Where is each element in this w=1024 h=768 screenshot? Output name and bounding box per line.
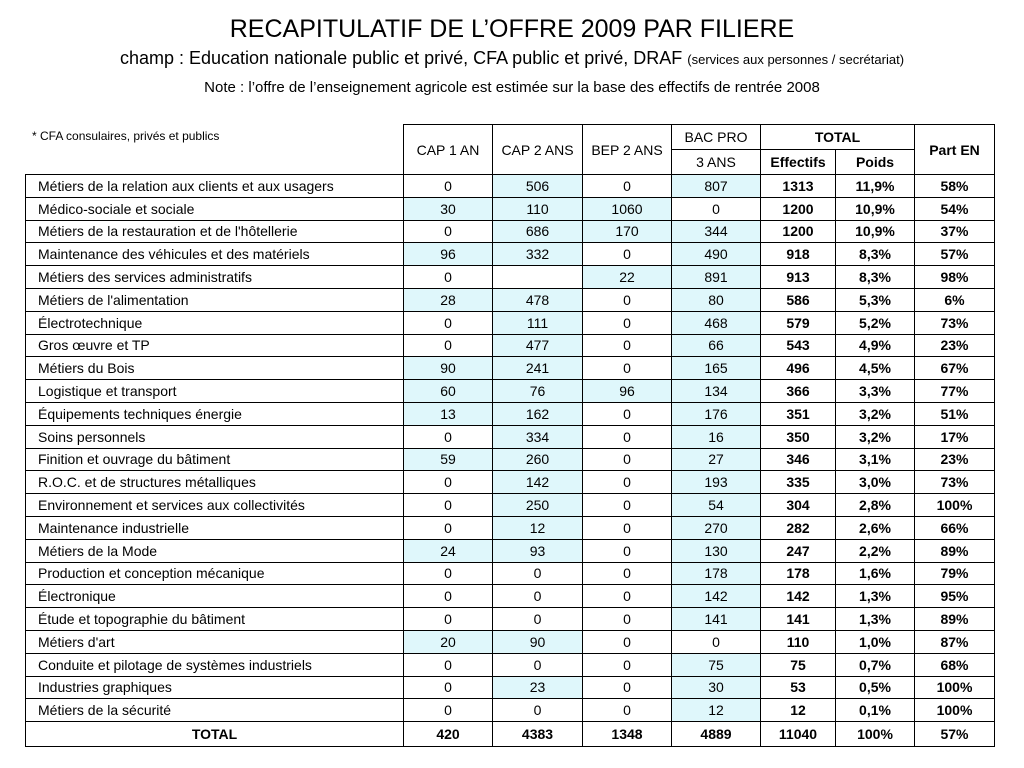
cell-bacpro: 344 [672,220,761,243]
cell-poids: 5,2% [836,311,915,334]
cell-part: 68% [915,653,995,676]
cell-poids: 1,3% [836,608,915,631]
row-label: Industries graphiques [26,676,404,699]
row-label: Électronique [26,585,404,608]
cell-poids: 1,6% [836,562,915,585]
cell-cap1: 0 [404,494,493,517]
cell-part: 57% [915,243,995,266]
table-row [26,380,995,403]
row-label: Étude et topographie du bâtiment [26,608,404,631]
cell-part: 37% [915,220,995,243]
row-label: Logistique et transport [26,380,404,403]
cell-cap1: 0 [404,220,493,243]
row-label: R.O.C. et de structures métalliques [26,471,404,494]
cell-bacpro: 27 [672,448,761,471]
cell-bep2: 0 [583,334,672,357]
total-cap1: 420 [404,722,493,747]
row-label: Métiers de la restauration et de l'hôtellerie [26,220,404,243]
cell-bacpro: 141 [672,608,761,631]
cell-poids: 10,9% [836,220,915,243]
cell-bacpro: 66 [672,334,761,357]
cell-part: 6% [915,288,995,311]
cell-cap2: 0 [493,562,583,585]
total-bacpro: 4889 [672,722,761,747]
cell-cap2: 506 [493,175,583,198]
cell-cap1: 0 [404,516,493,539]
cell-bacpro: 270 [672,516,761,539]
row-label: Électrotechnique [26,311,404,334]
cell-bep2: 0 [583,539,672,562]
row-label: Métiers des services administratifs [26,266,404,289]
cell-bep2: 0 [583,311,672,334]
cell-effectifs: 335 [761,471,836,494]
cell-effectifs: 496 [761,357,836,380]
cell-poids: 8,3% [836,243,915,266]
total-part: 57% [915,722,995,747]
table-row [26,585,995,608]
cell-part: 54% [915,197,995,220]
cell-poids: 3,2% [836,425,915,448]
table-body [26,175,995,722]
cell-effectifs: 579 [761,311,836,334]
cell-bep2: 0 [583,448,672,471]
cell-cap2: 478 [493,288,583,311]
cell-part: 87% [915,630,995,653]
cell-cap1: 0 [404,175,493,198]
cell-part: 73% [915,311,995,334]
cell-cap2: 76 [493,380,583,403]
table-row [26,220,995,243]
total-effectifs: 11040 [761,722,836,747]
cell-cap2: 250 [493,494,583,517]
total-poids: 100% [836,722,915,747]
cell-cap1: 0 [404,266,493,289]
cell-bep2: 0 [583,653,672,676]
cell-cap2: 260 [493,448,583,471]
cell-cap1: 28 [404,288,493,311]
cell-bacpro: 178 [672,562,761,585]
cell-bacpro: 134 [672,380,761,403]
row-label: Métiers du Bois [26,357,404,380]
cell-bep2: 0 [583,585,672,608]
cell-bacpro: 16 [672,425,761,448]
table-row [26,425,995,448]
table-row [26,471,995,494]
cell-effectifs: 53 [761,676,836,699]
table-row [26,562,995,585]
cell-bacpro: 165 [672,357,761,380]
cell-bacpro: 0 [672,630,761,653]
row-label: Conduite et pilotage de systèmes industriels [26,653,404,676]
cell-poids: 2,6% [836,516,915,539]
table-row [26,334,995,357]
cell-cap2: 162 [493,402,583,425]
cell-cap1: 0 [404,608,493,631]
row-label: Production et conception mécanique [26,562,404,585]
cell-cap1: 96 [404,243,493,266]
cell-cap2: 0 [493,699,583,722]
cell-poids: 3,0% [836,471,915,494]
header-total: TOTAL [761,125,915,150]
cell-cap1: 60 [404,380,493,403]
header-bacpro-line1: BAC PRO [672,125,761,150]
cell-part: 73% [915,471,995,494]
row-label: Finition et ouvrage du bâtiment [26,448,404,471]
cell-cap2: 332 [493,243,583,266]
cell-cap2: 90 [493,630,583,653]
cell-cap1: 90 [404,357,493,380]
cell-effectifs: 178 [761,562,836,585]
cell-bacpro: 12 [672,699,761,722]
cell-bep2: 0 [583,494,672,517]
cell-bep2: 0 [583,699,672,722]
cell-effectifs: 282 [761,516,836,539]
table-row [26,266,995,289]
cell-bep2: 0 [583,288,672,311]
cell-part: 98% [915,266,995,289]
cell-poids: 1,0% [836,630,915,653]
cell-bacpro: 468 [672,311,761,334]
row-label: Équipements techniques énergie [26,402,404,425]
cell-part: 17% [915,425,995,448]
cell-poids: 0,5% [836,676,915,699]
footnote: * CFA consulaires, privés et publics [32,129,220,143]
cell-bacpro: 490 [672,243,761,266]
cell-bep2: 1060 [583,197,672,220]
cell-cap2: 334 [493,425,583,448]
cell-bep2: 96 [583,380,672,403]
row-label: Médico-sociale et sociale [26,197,404,220]
table-row [26,630,995,653]
cell-effectifs: 1200 [761,197,836,220]
cell-cap1: 0 [404,585,493,608]
cell-cap1: 0 [404,699,493,722]
cell-poids: 4,5% [836,357,915,380]
cell-effectifs: 247 [761,539,836,562]
cell-poids: 2,8% [836,494,915,517]
cell-cap1: 0 [404,311,493,334]
subtitle-main: champ : Education nationale public et privé, CFA public et privé, DRAF [119,48,683,68]
table-row [26,676,995,699]
cell-effectifs: 142 [761,585,836,608]
cell-effectifs: 350 [761,425,836,448]
row-label: Soins personnels [26,425,404,448]
cell-effectifs: 1200 [761,220,836,243]
header-bep2: BEP 2 ANS [583,125,672,175]
cell-part: 89% [915,608,995,631]
cell-cap1: 20 [404,630,493,653]
cell-cap2: 686 [493,220,583,243]
cell-cap2: 477 [493,334,583,357]
cell-part: 51% [915,402,995,425]
cell-bep2: 0 [583,357,672,380]
cell-poids: 1,3% [836,585,915,608]
row-label: Métiers de la Mode [26,539,404,562]
cell-effectifs: 351 [761,402,836,425]
cell-effectifs: 346 [761,448,836,471]
cell-bacpro: 193 [672,471,761,494]
row-label: Gros œuvre et TP [26,334,404,357]
header-cap2: CAP 2 ANS [493,125,583,175]
cell-bacpro: 891 [672,266,761,289]
cell-bacpro: 75 [672,653,761,676]
table-row [26,516,995,539]
cell-poids: 10,9% [836,197,915,220]
cell-cap1: 0 [404,471,493,494]
cell-cap1: 24 [404,539,493,562]
page-title: RECAPITULATIF DE L’OFFRE 2009 PAR FILIERE [229,15,795,43]
row-label: Environnement et services aux collectivités [26,494,404,517]
cell-part: 100% [915,676,995,699]
cell-bep2: 0 [583,243,672,266]
cell-bacpro: 176 [672,402,761,425]
cell-poids: 0,1% [836,699,915,722]
cell-cap1: 0 [404,653,493,676]
table-row [26,402,995,425]
header-bacpro-line2: 3 ANS [672,150,761,175]
cell-cap1: 13 [404,402,493,425]
cell-effectifs: 543 [761,334,836,357]
table-row [26,288,995,311]
cell-effectifs: 913 [761,266,836,289]
cell-bep2: 0 [583,608,672,631]
cell-bacpro: 80 [672,288,761,311]
cell-cap2: 241 [493,357,583,380]
cell-part: 95% [915,585,995,608]
cell-bep2: 0 [583,402,672,425]
cell-effectifs: 918 [761,243,836,266]
cell-cap2: 0 [493,653,583,676]
cell-part: 89% [915,539,995,562]
cell-bep2: 0 [583,516,672,539]
cell-part: 23% [915,448,995,471]
cell-cap2: 111 [493,311,583,334]
cell-bacpro: 54 [672,494,761,517]
cell-poids: 3,3% [836,380,915,403]
cell-poids: 11,9% [836,175,915,198]
row-label: Métiers de la sécurité [26,699,404,722]
header-effectifs: Effectifs [761,150,836,175]
cell-cap2: 12 [493,516,583,539]
table-row [26,699,995,722]
cell-cap2: 0 [493,608,583,631]
table-row [26,448,995,471]
page-note: Note : l’offre de l’enseignement agricole est estimée sur la base des effectifs de rentrée 2008 [204,79,820,96]
cell-effectifs: 304 [761,494,836,517]
table-row [26,608,995,631]
cell-part: 100% [915,699,995,722]
cell-poids: 0,7% [836,653,915,676]
cell-bacpro: 142 [672,585,761,608]
offer-table [25,124,995,747]
header-cap1: CAP 1 AN [404,125,493,175]
cell-bacpro: 130 [672,539,761,562]
cell-effectifs: 75 [761,653,836,676]
cell-bep2: 0 [583,175,672,198]
table-row [26,357,995,380]
cell-effectifs: 366 [761,380,836,403]
table-row [26,311,995,334]
cell-cap2: 110 [493,197,583,220]
cell-poids: 4,9% [836,334,915,357]
header-part-en: Part EN [915,125,995,175]
cell-bacpro: 0 [672,197,761,220]
cell-cap2 [493,266,583,289]
cell-bep2: 0 [583,562,672,585]
total-label: TOTAL [26,722,404,747]
total-cap2: 4383 [493,722,583,747]
cell-cap1: 0 [404,425,493,448]
table-row [26,653,995,676]
cell-cap1: 59 [404,448,493,471]
cell-cap1: 0 [404,562,493,585]
cell-bacpro: 807 [672,175,761,198]
cell-effectifs: 110 [761,630,836,653]
cell-poids: 3,1% [836,448,915,471]
cell-poids: 8,3% [836,266,915,289]
cell-effectifs: 141 [761,608,836,631]
cell-bep2: 170 [583,220,672,243]
cell-bep2: 0 [583,630,672,653]
table-row [26,175,995,198]
subtitle-small: (services aux personnes / secrétariat) [687,52,905,67]
cell-poids: 3,2% [836,402,915,425]
cell-effectifs: 12 [761,699,836,722]
table-row [26,197,995,220]
cell-part: 58% [915,175,995,198]
cell-bep2: 0 [583,676,672,699]
page-subtitle [0,46,1024,72]
table-row [26,494,995,517]
cell-effectifs: 586 [761,288,836,311]
cell-cap2: 142 [493,471,583,494]
cell-bep2: 0 [583,425,672,448]
row-label: Métiers de la relation aux clients et aux usagers [26,175,404,198]
cell-part: 23% [915,334,995,357]
cell-part: 100% [915,494,995,517]
row-label: Maintenance industrielle [26,516,404,539]
cell-part: 79% [915,562,995,585]
total-row [26,722,995,747]
cell-cap1: 0 [404,334,493,357]
table-row [26,539,995,562]
cell-part: 66% [915,516,995,539]
row-label: Métiers de l'alimentation [26,288,404,311]
table-row [26,243,995,266]
cell-cap1: 0 [404,676,493,699]
row-label: Maintenance des véhicules et des matériels [26,243,404,266]
cell-cap1: 30 [404,197,493,220]
cell-cap2: 93 [493,539,583,562]
row-label: Métiers d'art [26,630,404,653]
cell-bep2: 0 [583,471,672,494]
cell-bep2: 22 [583,266,672,289]
cell-poids: 2,2% [836,539,915,562]
cell-part: 67% [915,357,995,380]
total-bep2: 1348 [583,722,672,747]
cell-poids: 5,3% [836,288,915,311]
header-poids: Poids [836,150,915,175]
cell-part: 77% [915,380,995,403]
cell-cap2: 23 [493,676,583,699]
cell-effectifs: 1313 [761,175,836,198]
cell-cap2: 0 [493,585,583,608]
cell-bacpro: 30 [672,676,761,699]
